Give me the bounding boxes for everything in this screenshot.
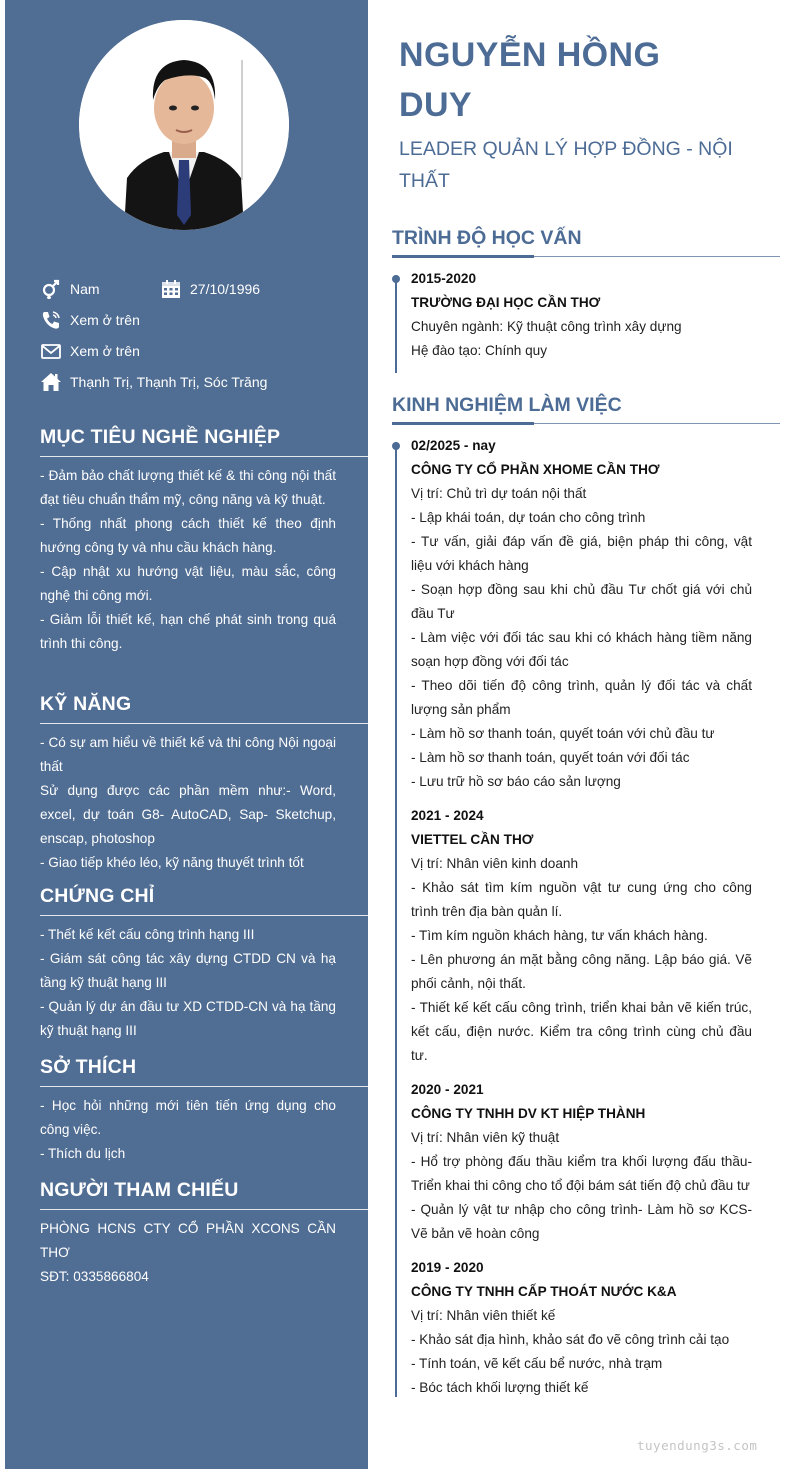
candidate-name — [399, 30, 769, 130]
skills-line: Sử dụng được các phần mềm như:- Word, excel, dự toán G8- AutoCAD, Sap- Sketchup, enscap, photoshop — [40, 783, 336, 846]
entry-organization: CÔNG TY TNHH CẤP THOÁT NƯỚC K&A — [411, 1284, 677, 1299]
objective-title: MỤC TIÊU NGHỀ NGHIỆP — [40, 426, 368, 457]
entry-line: - Lưu trữ hồ sơ báo cáo sản lượng — [411, 774, 621, 789]
phone-value: Xem ở trên — [70, 312, 140, 328]
entry-line: - Quản lý vật tư nhập cho công trình- Làm hồ sơ KCS- Vẽ bản vẽ hoàn công — [411, 1202, 752, 1241]
entry-line: - Lập khái toán, dự toán cho công trình — [411, 510, 646, 525]
experience-entry — [411, 1256, 752, 1400]
entry-line: - Tìm kím nguồn khách hàng, tư vấn khách hàng. — [411, 928, 708, 943]
mail-icon — [40, 340, 62, 362]
calendar-icon — [160, 278, 182, 300]
heading-accent-bar — [392, 422, 534, 425]
entry-line: - Theo dõi tiến độ công trình, quản lý đối tác và chất lượng sản phẩm — [411, 678, 752, 717]
entry-line: - Lên phương án mặt bằng công năng. Lập báo giá. Vẽ phối cảnh, nội thất. — [411, 952, 752, 991]
entry-line: - Làm việc với đối tác sau khi có khách hàng tiềm năng soạn hợp đồng với đối tác — [411, 630, 752, 669]
entry-line: Hệ đào tạo: Chính quy — [411, 343, 548, 358]
skills-section — [40, 693, 368, 875]
certificate-line: - Giám sát công tác xây dựng CTDD CN và hạ tầng kỹ thuật hạng III — [40, 951, 336, 990]
hobbies-section — [40, 1056, 368, 1166]
phone-row — [40, 309, 140, 331]
timeline-dot — [392, 442, 400, 450]
phone-icon — [40, 309, 62, 331]
entry-organization: CÔNG TY TNHH DV KT HIỆP THÀNH — [411, 1106, 646, 1121]
objective-line: - Giảm lỗi thiết kế, hạn chế phát sinh trong quá trình thi công. — [40, 612, 336, 651]
education-title: TRÌNH ĐỘ HỌC VẤN — [392, 227, 582, 249]
entry-line: - Làm hồ sơ thanh toán, quyết toán với chủ đầu tư — [411, 726, 715, 741]
gender-value: Nam — [70, 281, 100, 297]
entry-line: - Tính toán, vẽ kết cấu bể nước, nhà trạm — [411, 1356, 663, 1371]
experience-entry — [411, 804, 752, 1068]
entry-line: - Khảo sát địa hình, khảo sát đo vẽ công trình cải tạo — [411, 1332, 730, 1347]
experience-timeline — [392, 434, 752, 1400]
entry-line: Vị trí: Nhân viên kinh doanh — [411, 856, 579, 871]
hobby-line: - Học hỏi những mới tiên tiến ứng dụng cho công việc. — [40, 1098, 336, 1137]
entry-line: - Hổ trợ phòng đấu thầu kiểm tra khối lượng đấu thầu- Triển khai thi công cho tổ đội bám sát tiến độ chủ đầu tư — [411, 1154, 752, 1193]
certificate-line: - Thết kế kết cấu công trình hạng III — [40, 927, 255, 942]
reference-line: PHÒNG HCNS CTY CỔ PHẦN XCONS CẦN THƠ — [40, 1221, 336, 1260]
name-line-2: DUY — [399, 86, 472, 124]
entry-line: Vị trí: Nhân viên kỹ thuật — [411, 1130, 560, 1145]
timeline-dot — [392, 275, 400, 283]
objective-line: - Thống nhất phong cách thiết kế theo định hướng công ty và nhu cầu khách hàng. — [40, 516, 336, 555]
objective-line: - Đảm bảo chất lượng thiết kế & thi công nội thất đạt tiêu chuẩn thẩm mỹ, công năng và kỹ thuật. — [40, 468, 336, 507]
references-section — [40, 1179, 368, 1289]
education-entry — [411, 267, 752, 363]
certificates-section — [40, 885, 368, 1043]
experience-heading — [392, 394, 780, 424]
experience-entry — [411, 434, 752, 794]
address-value: Thạnh Trị, Thạnh Trị, Sóc Trăng — [70, 374, 268, 390]
entry-line: - Soạn hợp đồng sau khi chủ đầu Tư chốt giá với chủ đầu Tư — [411, 582, 752, 621]
entry-period: 02/2025 - nay — [411, 438, 496, 453]
sidebar — [5, 0, 368, 1469]
skills-title: KỸ NĂNG — [40, 693, 368, 724]
gender-row — [40, 278, 100, 300]
entry-line: Chuyên ngành: Kỹ thuật công trình xây dựng — [411, 319, 682, 334]
dob-row — [160, 278, 260, 300]
references-title: NGƯỜI THAM CHIẾU — [40, 1179, 368, 1210]
entry-line: - Làm hồ sơ thanh toán, quyết toán với đối tác — [411, 750, 690, 765]
entry-line: - Bóc tách khối lượng thiết kế — [411, 1380, 589, 1395]
education-timeline — [392, 267, 752, 363]
heading-accent-bar — [392, 255, 534, 258]
experience-title: KINH NGHIỆM LÀM VIỆC — [392, 394, 622, 416]
job-title — [399, 133, 739, 197]
entry-period: 2020 - 2021 — [411, 1082, 484, 1097]
certificates-title: CHỨNG CHỈ — [40, 885, 368, 916]
entry-line: Vị trí: Nhân viên thiết kế — [411, 1308, 556, 1323]
entry-line: Vị trí: Chủ trì dự toán nội thất — [411, 486, 587, 501]
gender-icon — [40, 278, 62, 300]
name-line-1: NGUYỄN HỒNG — [399, 36, 661, 74]
entry-period: 2021 - 2024 — [411, 808, 484, 823]
entry-organization: CÔNG TY CỔ PHẦN XHOME CẦN THƠ — [411, 462, 660, 477]
avatar — [79, 20, 289, 230]
entry-line: - Tư vấn, giải đáp vấn đề giá, biện pháp thi công, vật liệu với khách hàng — [411, 534, 752, 573]
timeline-line — [395, 275, 397, 373]
entry-period: 2015-2020 — [411, 271, 477, 286]
entry-organization: VIETTEL CẦN THƠ — [411, 832, 534, 847]
objective-line: - Cập nhật xu hướng vật liệu, màu sắc, công nghệ thi công mới. — [40, 564, 336, 603]
email-row — [40, 340, 140, 362]
address-row — [40, 371, 267, 393]
experience-entry — [411, 1078, 752, 1246]
entry-line: - Thiết kế kết cấu công trình, triển khai bản vẽ kiến trúc, kết cấu, điện nước. Kiểm tra công trình cùng chủ đầu tư. — [411, 1000, 752, 1063]
entry-organization: TRƯỜNG ĐẠI HỌC CẦN THƠ — [411, 295, 601, 310]
skills-line: - Có sự am hiểu về thiết kế và thi công Nội ngoại thất — [40, 735, 336, 774]
hobbies-title: SỞ THÍCH — [40, 1056, 368, 1087]
certificate-line: - Quản lý dự án đầu tư XD CTDD-CN và hạ tầng kỹ thuật hạng III — [40, 999, 336, 1038]
hobby-line: - Thích du lịch — [40, 1146, 126, 1161]
objective-section — [40, 426, 368, 656]
dob-value: 27/10/1996 — [190, 281, 261, 297]
timeline-line — [395, 442, 397, 1397]
skills-line: - Giao tiếp khéo léo, kỹ năng thuyết trình tốt — [40, 855, 304, 870]
home-icon — [40, 371, 62, 393]
entry-line: - Khảo sát tìm kím nguồn vật tư cung ứng cho công trình trên địa bàn quản lí. — [411, 880, 752, 919]
education-heading — [392, 227, 780, 257]
avatar-photo — [79, 20, 289, 230]
reference-line: SĐT: 0335866804 — [40, 1269, 149, 1284]
watermark: tuyendung3s.com — [637, 1438, 758, 1453]
entry-period: 2019 - 2020 — [411, 1260, 484, 1275]
email-value: Xem ở trên — [70, 343, 140, 359]
job-title-line-1: LEADER QUẢN LÝ HỢP ĐỒNG - NỘI — [399, 138, 733, 160]
job-title-line-2: THẤT — [399, 170, 450, 192]
